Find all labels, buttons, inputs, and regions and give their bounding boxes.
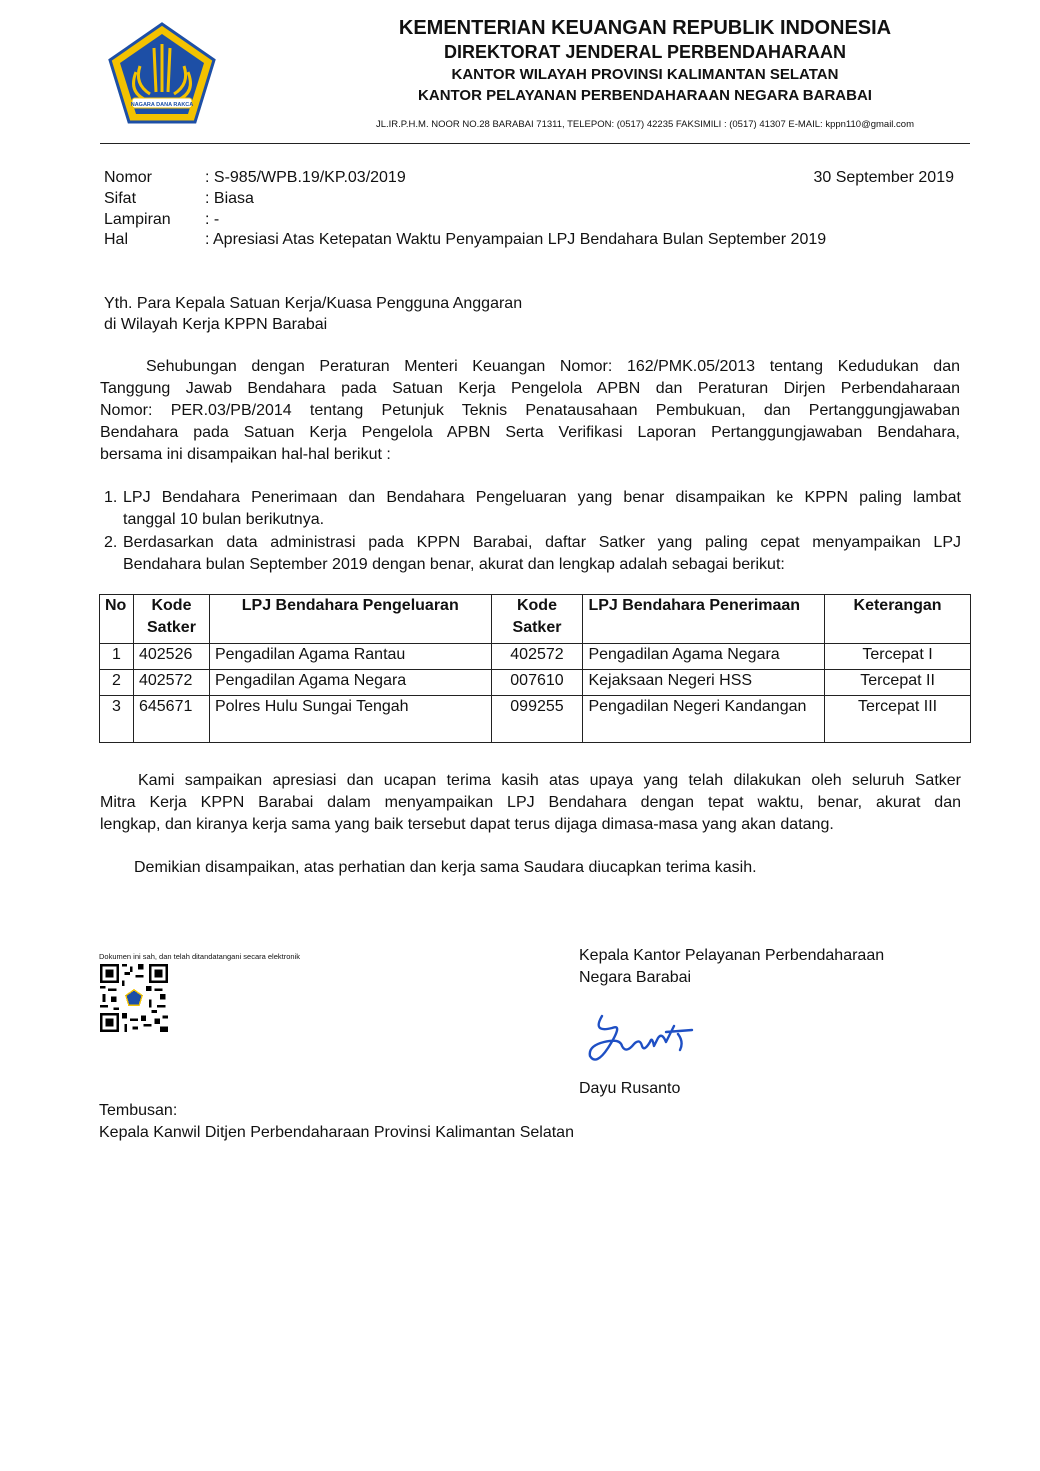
handwritten-signature-icon	[582, 1008, 702, 1068]
table-cell: Kejaksaan Negeri HSS	[583, 670, 825, 696]
table-header-keterangan: Keterangan	[825, 595, 971, 644]
closing-line: Kami sampaikan apresiasi dan ucapan terima kasih atas upaya yang telah dilakukan oleh seluruh Satker	[138, 772, 961, 789]
signatory-title-line-2: Negara Barabai	[579, 969, 692, 986]
list-item-line: LPJ Bendahara Penerimaan dan Bendahara Pengeluaran yang benar disampaikan ke KPPN paling lambat	[123, 489, 961, 506]
table-row	[100, 670, 971, 696]
meta-value-lampiran: : -	[205, 211, 220, 228]
list-item-number: 1.	[104, 489, 118, 506]
meta-label-sifat: Sifat	[104, 190, 137, 207]
satker-table	[99, 594, 971, 743]
table-header-kode-satker: Kode Satker	[133, 595, 209, 644]
table-row	[100, 696, 971, 743]
header-line-directorate: DIREKTORAT JENDERAL PERBENDAHARAAN	[443, 42, 847, 62]
list-item-line: Berdasarkan data administrasi pada KPPN Barabai, daftar Satker yang paling cepat menyampaikan LPJ	[123, 534, 961, 551]
header-address: JL.IR.P.H.M. NOOR NO.28 BARABAI 71311, TELEPON: (0517) 42235 FAKSIMILI : (0517) 41307 E-MAIL: kppn110@gmail.com	[375, 119, 915, 130]
meta-label-hal: Hal	[104, 231, 129, 248]
header-line-regional: KANTOR WILAYAH PROVINSI KALIMANTAN SELATAN	[451, 66, 839, 83]
table-header-kode-satker: Kode Satker	[491, 595, 583, 644]
meta-label-lampiran: Lampiran	[104, 211, 171, 228]
intro-line: Tanggung Jawab Bendahara pada Satuan Kerja Pengelola APBN dan Peraturan Dirjen Perbendaharaan	[100, 380, 960, 397]
table-cell: Pengadilan Negeri Kandangan	[583, 696, 825, 743]
cc-label: Tembusan:	[99, 1102, 178, 1119]
table-cell: 3	[100, 696, 134, 743]
table-cell: 1	[100, 644, 134, 670]
list-item-number: 2.	[104, 534, 118, 551]
signatory-title-line-1: Kepala Kantor Pelayanan Perbendaharaan	[579, 947, 885, 964]
table-cell: 402572	[491, 644, 583, 670]
intro-line: bersama ini disampaikan hal-hal berikut :	[100, 446, 391, 463]
table-cell: Polres Hulu Sungai Tengah	[209, 696, 491, 743]
letter-date: 30 September 2019	[813, 169, 954, 186]
table-header-lpj-pengeluaran: LPJ Bendahara Pengeluaran	[209, 595, 491, 644]
meta-label-nomor: Nomor	[104, 169, 153, 186]
header-line-office: KANTOR PELAYANAN PERBENDAHARAAN NEGARA BARABAI	[418, 87, 872, 104]
closing-line: lengkap, dan kiranya kerja sama yang baik tersebut dapat terus dijaga dimasa-masa yang akan datang.	[100, 816, 834, 833]
list-item-line: tanggal 10 bulan berikutnya.	[123, 511, 325, 528]
table-cell: 007610	[491, 670, 583, 696]
intro-line: Nomor: PER.03/PB/2014 tentang Petunjuk Teknis Penatausahaan Pembukuan, dan Pertanggungjawaban	[100, 402, 960, 419]
table-header-no: No	[100, 595, 134, 644]
logo-text: NAGARA DANA RAKCA	[130, 102, 194, 108]
meta-value-nomor: : S-985/WPB.19/KP.03/2019	[205, 169, 406, 186]
table-cell: Tercepat I	[825, 644, 971, 670]
table-cell: 402572	[133, 670, 209, 696]
final-remark: Demikian disampaikan, atas perhatian dan kerja sama Saudara diucapkan terima kasih.	[134, 859, 757, 876]
table-header-lpj-penerimaan: LPJ Bendahara Penerimaan	[583, 595, 825, 644]
header-line-ministry: KEMENTERIAN KEUANGAN REPUBLIK INDONESIA	[398, 17, 892, 39]
meta-value-hal: : Apresiasi Atas Ketepatan Waktu Penyampaian LPJ Bendahara Bulan September 2019	[205, 231, 827, 248]
qr-code-icon	[100, 964, 168, 1032]
table-cell: 402526	[133, 644, 209, 670]
table-cell: Tercepat II	[825, 670, 971, 696]
table-cell: 099255	[491, 696, 583, 743]
table-cell: Pengadilan Agama Negara	[209, 670, 491, 696]
intro-line: Bendahara pada Satuan Kerja Pengelola APBN Serta Verifikasi Laporan Pertanggungjawaban Bendahara,	[100, 424, 960, 441]
cc-recipient: Kepala Kanwil Ditjen Perbendaharaan Provinsi Kalimantan Selatan	[99, 1124, 574, 1141]
meta-value-sifat: : Biasa	[205, 190, 254, 207]
table-cell: 2	[100, 670, 134, 696]
table-header-row	[100, 595, 971, 644]
ministry-emblem-icon	[106, 22, 218, 126]
table-cell: 645671	[133, 696, 209, 743]
addressee-line-2: di Wilayah Kerja KPPN Barabai	[104, 316, 328, 333]
e-sign-note: Dokumen ini sah, dan telah ditandatangani secara elektronik	[99, 952, 300, 961]
list-item-line: Bendahara bulan September 2019 dengan benar, akurat dan lengkap adalah sebagai berikut:	[123, 556, 785, 573]
closing-line: Mitra Kerja KPPN Barabai dalam menyampaikan LPJ Bendahara dengan tepat waktu, benar, akurat dan	[100, 794, 961, 811]
table-cell: Pengadilan Agama Rantau	[209, 644, 491, 670]
table-row	[100, 644, 971, 670]
addressee-line-1: Yth. Para Kepala Satuan Kerja/Kuasa Pengguna Anggaran	[104, 295, 523, 312]
signatory-name: Dayu Rusanto	[579, 1080, 681, 1097]
table-cell: Pengadilan Agama Negara	[583, 644, 825, 670]
header-divider	[100, 143, 970, 144]
table-cell: Tercepat III	[825, 696, 971, 743]
intro-line: Sehubungan dengan Peraturan Menteri Keuangan Nomor: 162/PMK.05/2013 tentang Kedudukan dan	[146, 358, 960, 375]
